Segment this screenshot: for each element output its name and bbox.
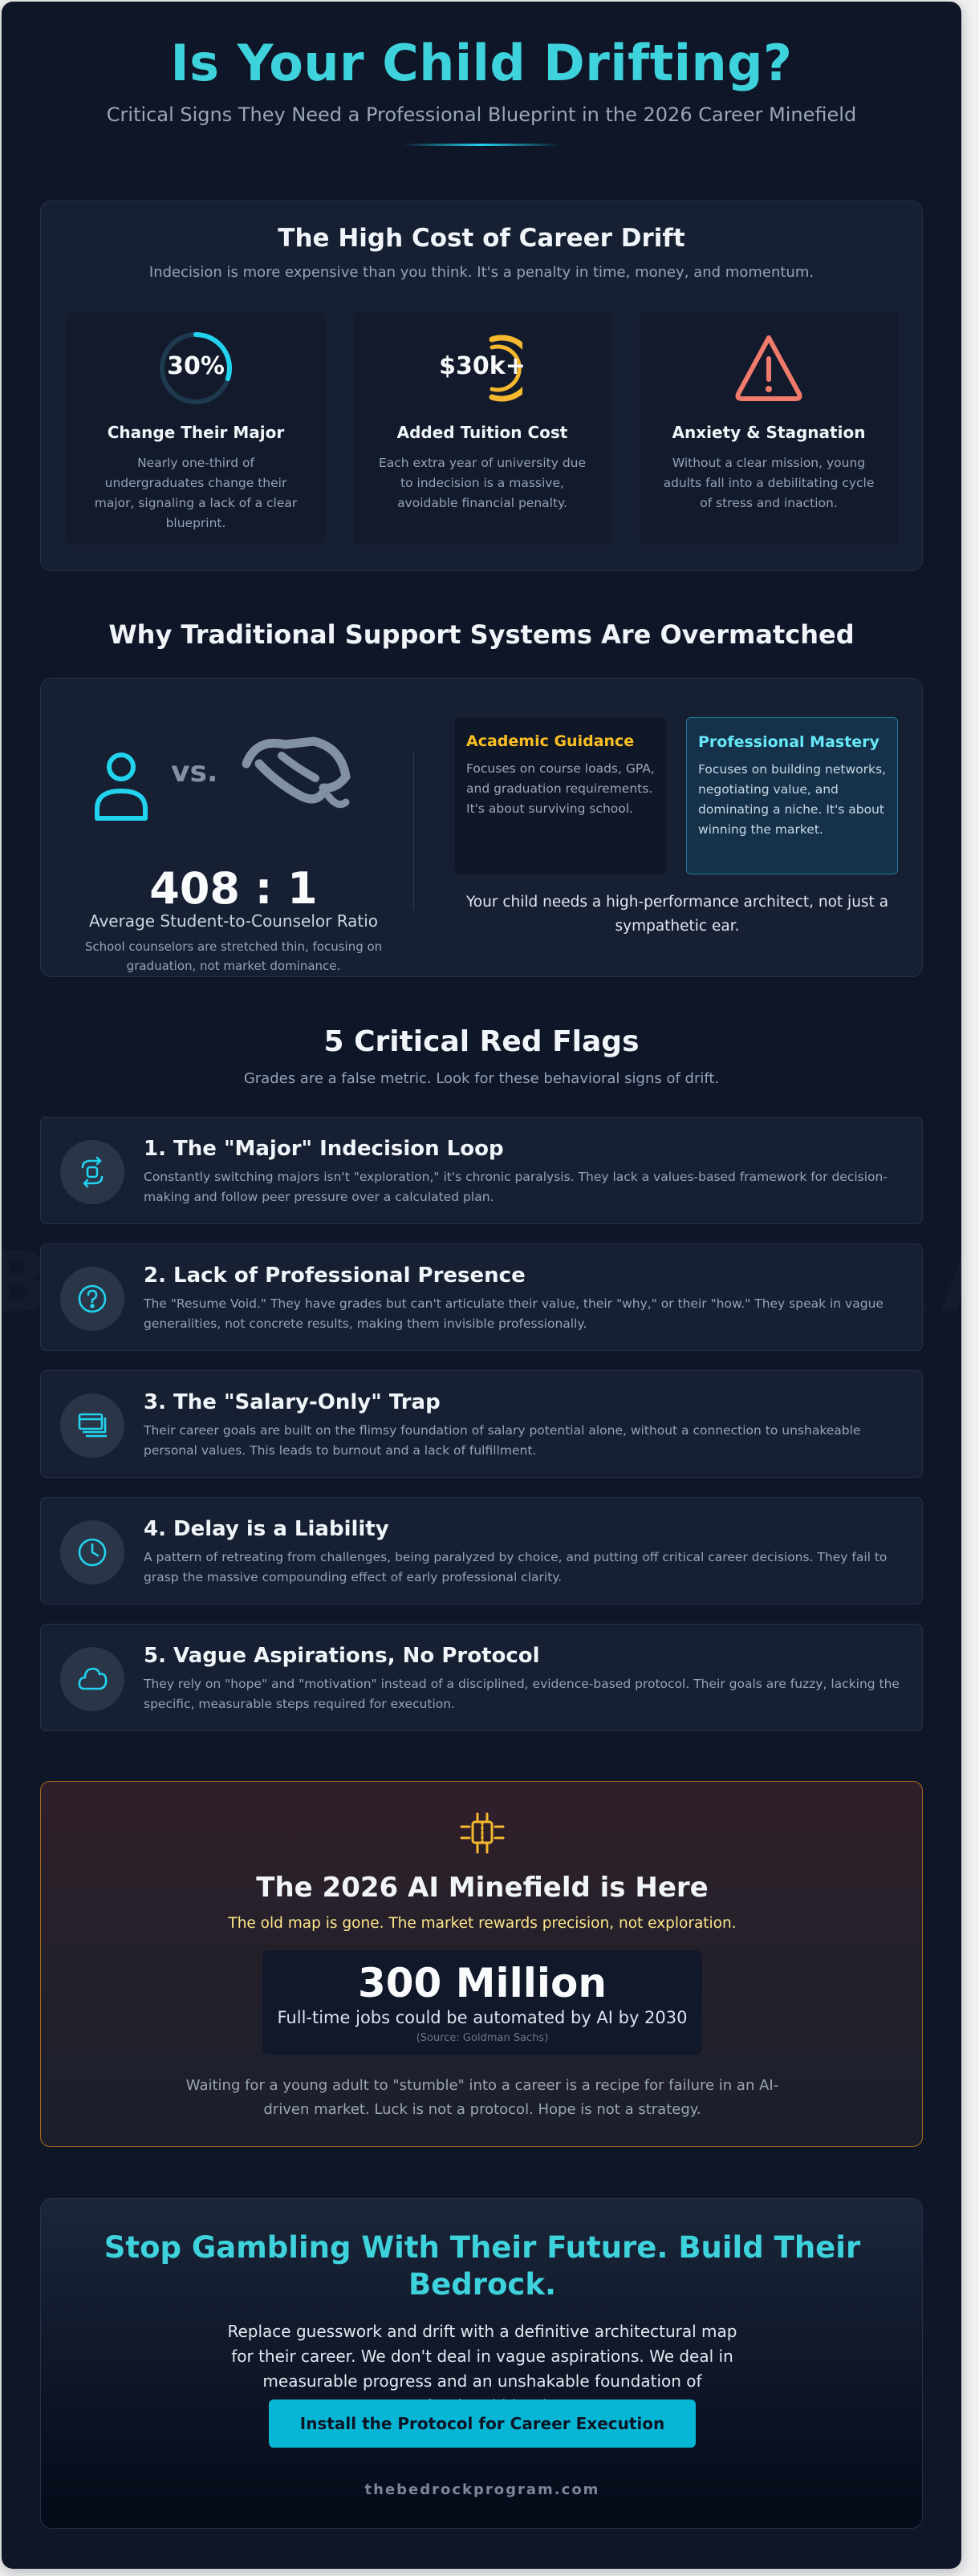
overmatched-section	[40, 678, 923, 977]
stat-value: $30k+	[439, 352, 526, 380]
stat-title: Anxiety & Stagnation	[672, 423, 866, 442]
flag-title: 5. Vague Aspirations, No Protocol	[144, 1644, 540, 1668]
flag-text: Their career goals are built on the flimsy foundation of salary potential alone, without a connection to unshakeable personal values. This leads to burnout and a lack of fulfillment.	[144, 1423, 861, 1458]
academic-title: Academic Guidance	[466, 732, 635, 750]
cta-text: Replace guesswork and drift with a definitive architectural map for their career. We don't deal in vague aspirations. We deal in measurable progress and an unshakable foundation of	[227, 2322, 737, 2391]
flag-text: The "Resume Void." They have grades but can't articulate their value, their "why," or their "how." They speak in vague generalities, not concrete results, making them invisible professionally.	[144, 1296, 884, 1331]
money-stack-icon	[60, 1393, 124, 1458]
question-circle-icon	[60, 1267, 124, 1331]
cost-section	[40, 201, 923, 571]
cta-section	[40, 2198, 923, 2529]
flag-card	[40, 1117, 923, 1224]
stat-title: Added Tuition Cost	[396, 423, 568, 442]
flag-title: 3. The "Salary-Only" Trap	[144, 1390, 441, 1414]
coin-icon	[439, 328, 526, 408]
install-protocol-button[interactable]: Install the Protocol for Career Execution	[269, 2400, 696, 2448]
page-title: Is Your Child Drifting?	[170, 34, 793, 92]
ai-stat-source: (Source: Goldman Sachs)	[416, 2032, 549, 2044]
student-icon	[89, 749, 153, 825]
flags-title: 5 Critical Red Flags	[323, 1025, 640, 1058]
loop-arrows-icon	[60, 1140, 124, 1204]
flag-card	[40, 1624, 923, 1731]
flag-card	[40, 1370, 923, 1478]
ai-minefield-section	[40, 1781, 923, 2147]
stat-card-major	[67, 312, 325, 545]
website-link[interactable]: thebedrockprogram.com	[364, 2481, 600, 2498]
flag-text: A pattern of retreating from challenges, being paralyzed by choice, and putting off critical career decisions. They fail to grasp the massive compounding effect of early professional clarity.	[144, 1550, 888, 1584]
professional-text: Focuses on building networks, negotiating value, and dominating a niche. It's about winning the market.	[698, 762, 886, 837]
clock-icon	[60, 1520, 124, 1584]
vs-label: vs.	[171, 756, 218, 789]
stat-text: Each extra year of university due to indecision is a massive, avoidable financial penalty.	[378, 456, 587, 510]
academic-text: Focuses on course loads, GPA, and graduation requirements. It's about surviving school.	[466, 761, 655, 816]
stat-value: 30%	[167, 352, 225, 380]
title-underline	[403, 144, 560, 146]
flag-title: 4. Delay is a Liability	[144, 1517, 389, 1541]
handshake-icon	[240, 732, 352, 815]
overmatched-title: Why Traditional Support Systems Are Overmatched	[108, 619, 855, 650]
ai-note: Waiting for a young adult to "stumble" into a career is a recipe for failure in an AI-driven market. Luck is not a protocol. Hope is not a strategy.	[185, 2077, 779, 2118]
flag-text: Constantly switching majors isn't "exploration," it's chronic paralysis. They lack a values-based framework for decision-making and follow peer pressure over a calculated plan.	[144, 1170, 888, 1204]
divider	[413, 751, 414, 910]
flag-title: 2. Lack of Professional Presence	[144, 1264, 526, 1288]
flag-card	[40, 1497, 923, 1604]
ratio-note: School counselors are stretched thin, focusing on graduation, not market dominance.	[84, 939, 383, 973]
cta-title: Stop Gambling With Their Future. Build Their Bedrock.	[104, 2230, 861, 2302]
flag-text: They rely on "hope" and "motivation" instead of a disciplined, evidence-based protocol. Their goals are fuzzy, lacking the specific, measurable steps required for execution.	[144, 1677, 900, 1711]
ai-stat-label: Full-time jobs could be automated by AI by 2030	[277, 2008, 688, 2027]
cloud-icon	[60, 1647, 124, 1711]
professional-mastery-box	[686, 717, 898, 874]
header	[2, 34, 961, 146]
ai-title: The 2026 AI Minefield is Here	[256, 1872, 709, 1904]
stat-title: Change Their Major	[107, 423, 285, 442]
stat-card-anxiety	[640, 312, 898, 545]
progress-ring-icon	[156, 328, 236, 408]
infographic-page	[2, 2, 961, 2569]
page-subtitle: Critical Signs They Need a Professional Blueprint in the 2026 Career Minefield	[106, 103, 857, 126]
chip-icon	[458, 1811, 506, 1859]
cost-description: Indecision is more expensive than you think. It's a penalty in time, money, and momentum.	[148, 264, 814, 281]
academic-guidance-box	[455, 717, 667, 874]
ai-stat-box	[262, 1950, 702, 2055]
flags-subtitle: Grades are a false metric. Look for these behavioral signs of drift.	[243, 1070, 720, 1087]
flag-card	[40, 1243, 923, 1351]
ai-tagline: The old map is gone. The market rewards precision, not exploration.	[228, 1915, 737, 1932]
warning-icon	[729, 328, 809, 408]
ratio-label: Average Student-to-Counselor Ratio	[88, 911, 379, 931]
ai-stat-value: 300 Million	[357, 1960, 607, 2006]
overmatched-tagline: Your child needs a high-performance architect, not just a sympathetic ear.	[465, 894, 889, 935]
stat-card-tuition	[353, 312, 611, 545]
ratio-value: 408 : 1	[149, 863, 318, 914]
flag-title: 1. The "Major" Indecision Loop	[144, 1137, 504, 1161]
stat-text: Without a clear mission, young adults fall into a debilitating cycle of stress and inaction.	[663, 456, 875, 510]
professional-title: Professional Mastery	[698, 733, 879, 751]
stat-text: Nearly one-third of undergraduates change their major, signaling a lack of a clear blueprint.	[94, 456, 298, 530]
cost-title: The High Cost of Career Drift	[278, 224, 685, 253]
